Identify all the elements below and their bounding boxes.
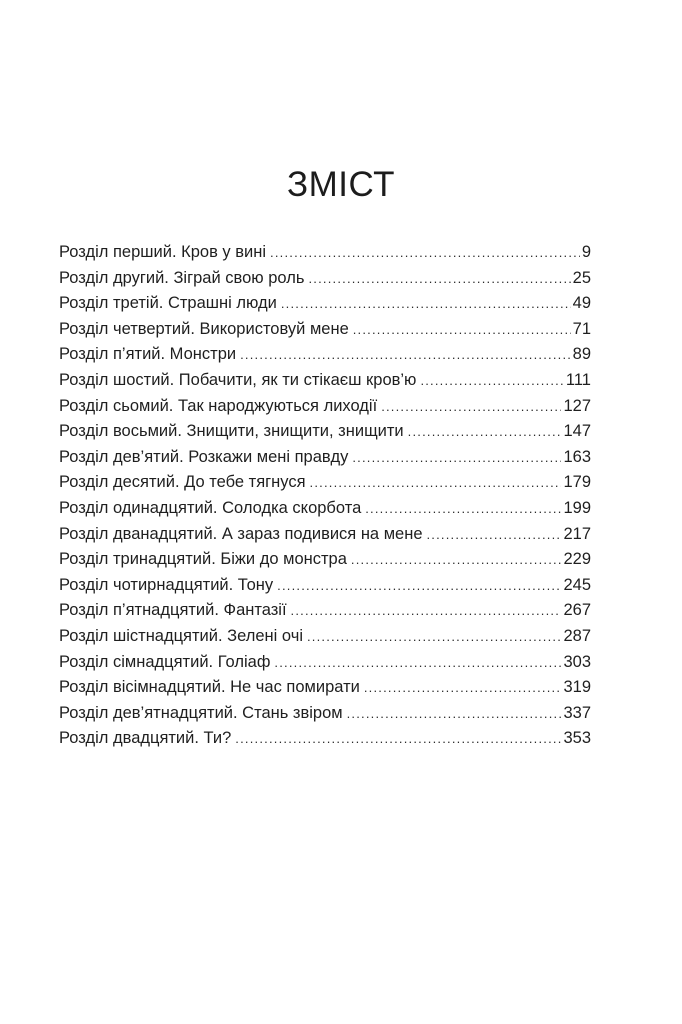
toc-dot-leader	[291, 598, 562, 624]
toc-dot-leader	[307, 624, 561, 650]
toc-entry-page-number: 337	[563, 703, 591, 722]
toc-entry-page-number: 127	[563, 396, 591, 415]
toc-entry	[59, 368, 591, 394]
toc-entry	[59, 675, 591, 701]
toc-entry	[59, 547, 591, 573]
toc-entry-page-number: 111	[565, 370, 591, 389]
toc-entry-title: Розділ дев’ятнадцятий. Стань звіром	[59, 703, 343, 722]
toc-entry-page-number: 353	[563, 729, 591, 748]
toc-entry-page-number: 9	[581, 243, 591, 261]
toc-entry-title: Розділ одинадцятий. Солодка скорбота	[59, 498, 362, 517]
toc-entry-page-number: 303	[563, 652, 591, 671]
toc-entry-title: Розділ третій. Страшні люди	[59, 294, 277, 313]
toc-entry-page-number: 71	[572, 319, 591, 338]
toc-dot-leader	[365, 496, 561, 522]
toc-entry-page-number: 287	[563, 626, 591, 645]
toc-dot-leader	[281, 291, 571, 317]
toc-entry	[59, 496, 591, 522]
toc-entry-title: Розділ п’ятий. Монстри	[59, 345, 237, 364]
toc-entry-title: Розділ четвертий. Використовуй мене	[59, 319, 349, 338]
toc-entry-title: Розділ шістнадцятий. Зелені очі	[59, 626, 303, 645]
toc-entry	[59, 701, 591, 727]
toc-dot-leader	[274, 650, 561, 676]
toc-entry-page-number: 199	[563, 498, 591, 517]
toc-entry-title: Розділ дев’ятий. Розкажи мені правду	[59, 447, 349, 466]
toc-entry	[59, 624, 591, 650]
toc-entry	[59, 291, 591, 317]
toc-entry-title: Розділ тринадцятий. Біжи до монстра	[59, 550, 347, 569]
toc-entry-page-number: 179	[563, 473, 591, 492]
toc-entry-title: Розділ другий. Зіграй свою роль	[59, 268, 305, 287]
toc-dot-leader	[310, 470, 562, 496]
toc-dot-leader	[352, 445, 561, 471]
toc-entry-page-number: 89	[572, 345, 591, 364]
toc-dot-leader	[427, 522, 562, 548]
toc-entry-page-number: 217	[563, 524, 591, 543]
toc-entry-page-number: 245	[563, 575, 591, 594]
toc-entry-title: Розділ восьмий. Знищити, знищити, знищити	[59, 422, 404, 441]
toc-entry-title: Розділ сьомий. Так народжуються лиходії	[59, 396, 378, 415]
toc-dot-leader	[381, 394, 561, 420]
toc-entry-page-number: 49	[572, 294, 591, 313]
page-title: ЗМІСТ	[286, 165, 395, 204]
toc-entry-title: Розділ сімнадцятий. Голіаф	[59, 652, 271, 671]
toc-entry	[59, 650, 591, 676]
toc-entry	[59, 317, 591, 343]
table-of-contents	[59, 240, 591, 752]
toc-dot-leader	[347, 701, 562, 727]
toc-entry-page-number: 267	[563, 601, 591, 620]
toc-entry-title: Розділ шостий. Побачити, як ти стікаєш кров’ю	[59, 370, 417, 389]
toc-entry-page-number: 163	[563, 447, 591, 466]
toc-dot-leader	[351, 547, 562, 573]
toc-dot-leader	[277, 573, 561, 599]
toc-dot-leader	[240, 342, 571, 368]
toc-entry-title: Розділ дванадцятий. А зараз подивися на мене	[59, 524, 423, 543]
toc-entry	[59, 598, 591, 624]
toc-entry	[59, 726, 591, 752]
toc-dot-leader	[408, 419, 562, 445]
toc-entry-title: Розділ вісімнадцятий. Не час помирати	[59, 678, 360, 697]
toc-entry	[59, 240, 591, 266]
toc-entry	[59, 394, 591, 420]
toc-entry-title: Розділ чотирнадцятий. Тону	[59, 575, 274, 594]
toc-entry	[59, 573, 591, 599]
toc-entry	[59, 522, 591, 548]
toc-dot-leader	[308, 266, 570, 292]
toc-dot-leader	[353, 317, 571, 343]
toc-dot-leader	[420, 368, 563, 394]
toc-entry	[59, 342, 591, 368]
toc-entry	[59, 266, 591, 292]
toc-dot-leader	[235, 726, 561, 752]
toc-entry-title: Розділ перший. Кров у вині	[59, 243, 267, 261]
toc-entry-title: Розділ двадцятий. Ти?	[59, 729, 232, 748]
toc-entry	[59, 419, 591, 445]
toc-entry-page-number: 25	[572, 268, 591, 287]
toc-entry	[59, 470, 591, 496]
toc-entry-title: Розділ п’ятнадцятий. Фантазії	[59, 601, 287, 620]
toc-entry-page-number: 147	[563, 422, 591, 441]
toc-dot-leader	[270, 240, 580, 266]
toc-entry-title: Розділ десятий. До тебе тягнуся	[59, 473, 306, 492]
toc-entry-page-number: 229	[563, 550, 591, 569]
toc-dot-leader	[364, 675, 562, 701]
toc-entry-page-number: 319	[563, 678, 591, 697]
toc-entry	[59, 445, 591, 471]
